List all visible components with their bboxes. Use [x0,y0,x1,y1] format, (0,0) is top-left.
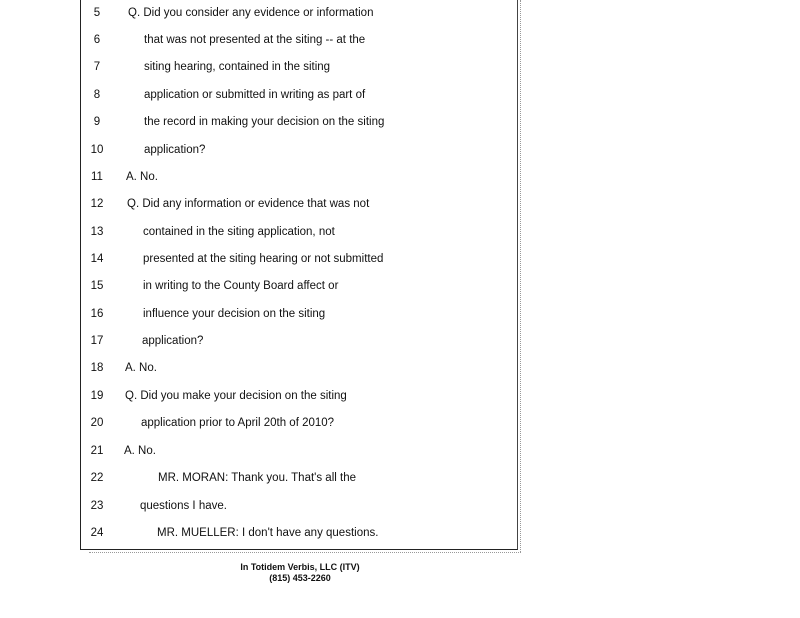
line-number: 23 [90,500,104,512]
line-number: 19 [90,390,104,402]
transcript-line [81,441,501,461]
line-number: 17 [90,335,104,347]
footer-phone: (815) 453-2260 [269,573,331,583]
transcript-line [81,496,501,516]
transcript-line [81,276,501,296]
transcript-line [81,222,501,242]
line-text: A. No. [124,445,156,457]
line-text: MR. MORAN: Thank you. That's all the [158,472,356,484]
transcript-line [81,523,501,543]
transcript-line [81,358,501,378]
line-text: questions I have. [140,500,227,512]
line-text: application? [142,335,204,347]
line-text: Q. Did you consider any evidence or information [128,7,374,19]
footer-company: In Totidem Verbis, LLC (ITV) [240,562,360,572]
line-number: 21 [90,445,104,457]
line-text: that was not presented at the siting -- at the [144,34,366,46]
transcript-line [81,386,501,406]
line-text: in writing to the County Board affect or [143,280,339,292]
line-number: 13 [90,226,104,238]
line-number: 22 [90,472,104,484]
transcript-line [81,57,501,77]
line-text: application or submitted in writing as part of [144,89,366,101]
line-number: 14 [90,253,104,265]
transcript-line [81,468,501,488]
line-number: 10 [90,144,104,156]
transcript-line [81,167,501,187]
transcript-line [81,30,501,50]
line-number: 7 [93,61,101,73]
line-text: MR. MUELLER: I don't have any questions. [157,527,379,539]
line-number: 24 [90,527,104,539]
line-text: Q. Did any information or evidence that was not [127,198,370,210]
line-number: 12 [90,198,104,210]
transcript-page [80,0,518,550]
line-text: application prior to April 20th of 2010? [141,417,335,429]
transcript-line [81,140,501,160]
line-text: the record in making your decision on the siting [144,116,385,128]
transcript-line [81,85,501,105]
transcript-line [81,413,501,433]
line-text: siting hearing, contained in the siting [144,61,331,73]
line-number: 18 [90,362,104,374]
line-text: Q. Did you make your decision on the siting [125,390,347,402]
line-number: 8 [93,89,101,101]
line-text: A. No. [126,171,158,183]
transcript-line [81,194,501,214]
line-number: 20 [90,417,104,429]
line-number: 6 [93,34,101,46]
transcript-line [81,249,501,269]
transcript-line [81,3,501,23]
line-text: influence your decision on the siting [143,308,326,320]
line-number: 16 [90,308,104,320]
transcript-line [81,304,501,324]
line-text: application? [144,144,206,156]
transcript-line [81,331,501,351]
line-text: contained in the siting application, not [143,226,335,238]
line-number: 15 [90,280,104,292]
line-number: 5 [93,7,101,19]
line-number: 11 [91,171,103,183]
line-number: 9 [93,116,101,128]
line-text: presented at the siting hearing or not submitted [143,253,384,265]
line-text: A. No. [125,362,157,374]
transcript-line [81,112,501,132]
